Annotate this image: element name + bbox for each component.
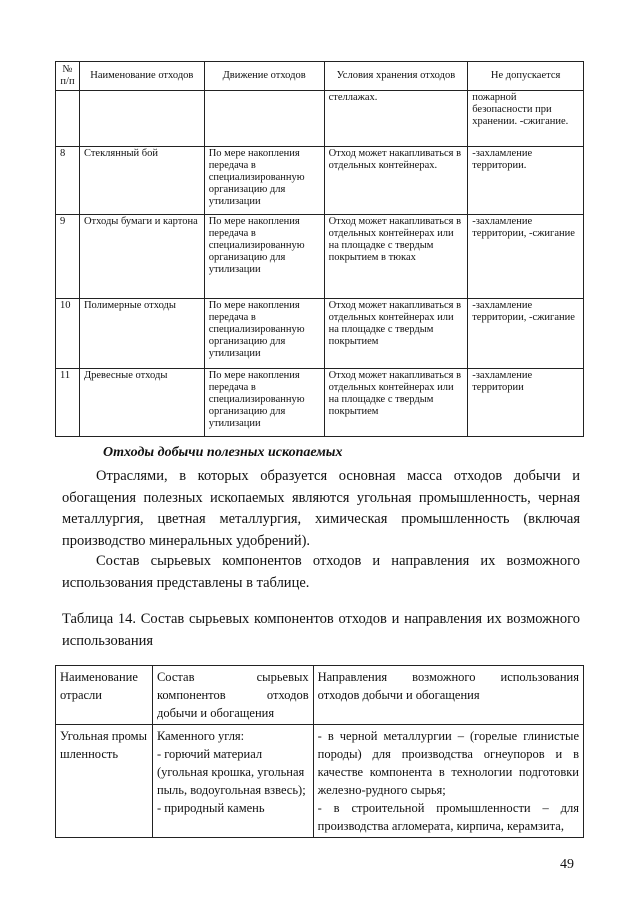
table-cell: 11 [56,369,80,437]
list-item: - в строительной промышленности – для производства агломерата, кирпича, керамзита, [317,801,579,833]
table-cell: Отход может накапливаться в отдельных контейнерах или на площадке с твердым покрытием [324,369,468,437]
body-paragraph: Состав сырьевых компонентов отходов и направления их возможного использования представлены в таблице. [62,553,580,591]
table-cell: -захламление территории, -сжигание [468,215,584,299]
header-cell: Движение отходов [204,62,324,91]
raw-components-table [55,665,584,838]
table-cell [56,91,80,147]
table-cell: Древесные отходы [79,369,204,437]
list-item: - в черной металлургии – (горелые глинистые породы) для производства огнеупоров и в качестве компонента в технологии подготовки железно-рудного сырья; [317,729,579,797]
header-cell: Наименование отрасли [56,666,153,725]
table-cell: 8 [56,147,80,215]
table-row [56,725,584,838]
table-row [56,369,584,437]
composition-cell [152,725,313,838]
table-cell [79,91,204,147]
header-cell: Направления возможного использования отходов добычи и обогащения [313,666,583,725]
table-cell: стеллажах. [324,91,468,147]
table-cell: По мере накопления передача в специализированную организацию для утилизации [204,369,324,437]
table-row [56,299,584,369]
table-cell: Отход может накапливаться в отдельных контейнерах. [324,147,468,215]
table-cell: пожарной безопасности при хранении. -сжигание. [468,91,584,147]
table-cell: -захламление территории, -сжигание [468,299,584,369]
table-row [56,215,584,299]
list-item: Каменного угля: [156,729,245,743]
table-row [56,147,584,215]
table-row [56,91,584,147]
table-cell: Отходы бумаги и картона [79,215,204,299]
table-cell: -захламление территории [468,369,584,437]
section-title: Отходы добычи полезных ископаемых [103,445,343,460]
table-cell: По мере накопления передача в специализированную организацию для утилизации [204,147,324,215]
table-header-row [56,666,584,725]
page-number: 49 [560,857,574,872]
list-item: - природный камень [156,801,265,815]
body-paragraph: Отраслями, в которых образуется основная масса отходов добычи и обогащения полезных ископаемых являются угольная промышленность, черная металлургия, цветная металлургия, химическая промышленность (включая производство минеральных удобрений). [62,468,580,549]
header-cell: Условия хранения отходов [324,62,468,91]
header-cell: Не допускается [468,62,584,91]
table-cell: 9 [56,215,80,299]
header-cell: № п/п [56,62,80,91]
header-cell: Наименование отходов [79,62,204,91]
table-cell: Полимерные отходы [79,299,204,369]
table-cell: Отход может накапливаться в отдельных контейнерах или на площадке с твердым покрытием [324,299,468,369]
table-cell: По мере накопления передача в специализированную организацию для утилизации [204,299,324,369]
list-item: - горючий материал (угольная крошка, угольная пыль, водоугольная взвесь); [156,747,306,797]
directions-cell [313,725,583,838]
header-cell: Состав сырьевых компонентов отходов добычи и обогащения [152,666,313,725]
table-cell: 10 [56,299,80,369]
waste-storage-table [55,61,584,437]
table-cell: Отход может накапливаться в отдельных контейнерах или на площадке с твердым покрытием в тюках [324,215,468,299]
table-header-row [56,62,584,91]
table-cell: -захламление территории. [468,147,584,215]
table-caption: Таблица 14. Состав сырьевых компонентов отходов и направления их возможного использования [62,611,580,649]
industry-cell: Угольная промышленность [56,725,153,838]
table-cell [204,91,324,147]
table-cell: Стеклянный бой [79,147,204,215]
table-cell: По мере накопления передача в специализированную организацию для утилизации [204,215,324,299]
